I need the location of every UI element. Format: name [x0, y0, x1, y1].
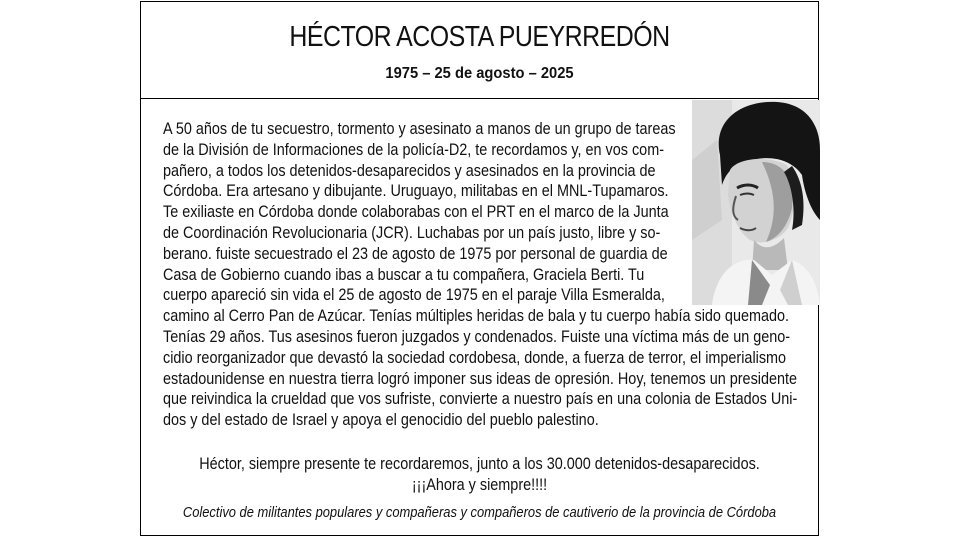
signature: Colectivo de militantes populares y compañeras y compañeros de cautiverio de la provincia de Córdoba	[182, 505, 777, 521]
body-line: Casa de Gobierno cuando ibas a buscar a tu compañera, Graciela Berti. Tu	[163, 265, 645, 284]
body-line: de la División de Informaciones de la policía-D2, te recordamos y, en vos com-	[163, 140, 665, 159]
body-line: Te exiliaste en Córdoba donde colaborabas con el PRT en el marco de la Junta	[163, 203, 669, 222]
body-text	[163, 119, 803, 431]
body-line: berano. fuiste secuestrado el 23 de agosto de 1975 por personal de guardia de	[163, 244, 668, 263]
notice-dates: 1975 – 25 de agosto – 2025	[385, 65, 574, 82]
body-line: que reivindica la crueldad que vos sufriste, convierte a nuestro país en una colonia de Estados Uni-	[163, 390, 798, 409]
closing-text	[141, 454, 818, 496]
body-line: Córdoba. Era artesano y dibujante. Uruguayo, militabas en el MNL-Tupamaros.	[163, 182, 669, 201]
closing-line-1: Héctor, siempre presente te recordaremos, junto a los 30.000 detenidos-desaparecidos.	[199, 455, 760, 473]
body-line: cidio reorganizador que devastó la sociedad cordobesa, donde, a fuerza de terror, el imperialismo	[163, 348, 787, 367]
body-line: pañero, a todos los detenidos-desaparecidos y asesinados en la provincia de	[163, 161, 656, 180]
body-line: estadounidense en nuestra tierra logró imponer sus ideas de opresión. Hoy, tenemos un presidente	[163, 369, 798, 388]
notice-header	[141, 2, 818, 99]
body-line: dos y del estado de Israel y apoya el genocidio del pueblo palestino.	[163, 411, 599, 430]
closing-line-2: ¡¡¡Ahora y siempre!!!!	[411, 476, 548, 494]
body-line: Tenías 29 años. Tus asesinos fueron juzgados y condenados. Fuiste una víctima más de un geno-	[163, 327, 791, 346]
body-line: camino al Cerro Pan de Azúcar. Tenías múltiples heridas de bala y tu cuerpo había sido quemado.	[163, 307, 790, 326]
body-line: de Coordinación Revolucionaria (JCR). Luchabas por un país justo, libre y so-	[163, 223, 661, 242]
notice-title: HÉCTOR ACOSTA PUEYRREDÓN	[289, 21, 670, 53]
body-line: cuerpo apareció sin vida el 25 de agosto de 1975 en el paraje Villa Esmeralda,	[163, 286, 665, 305]
memorial-notice	[140, 1, 819, 536]
body-line: A 50 años de tu secuestro, tormento y asesinato a manos de un grupo de tareas	[163, 120, 676, 138]
